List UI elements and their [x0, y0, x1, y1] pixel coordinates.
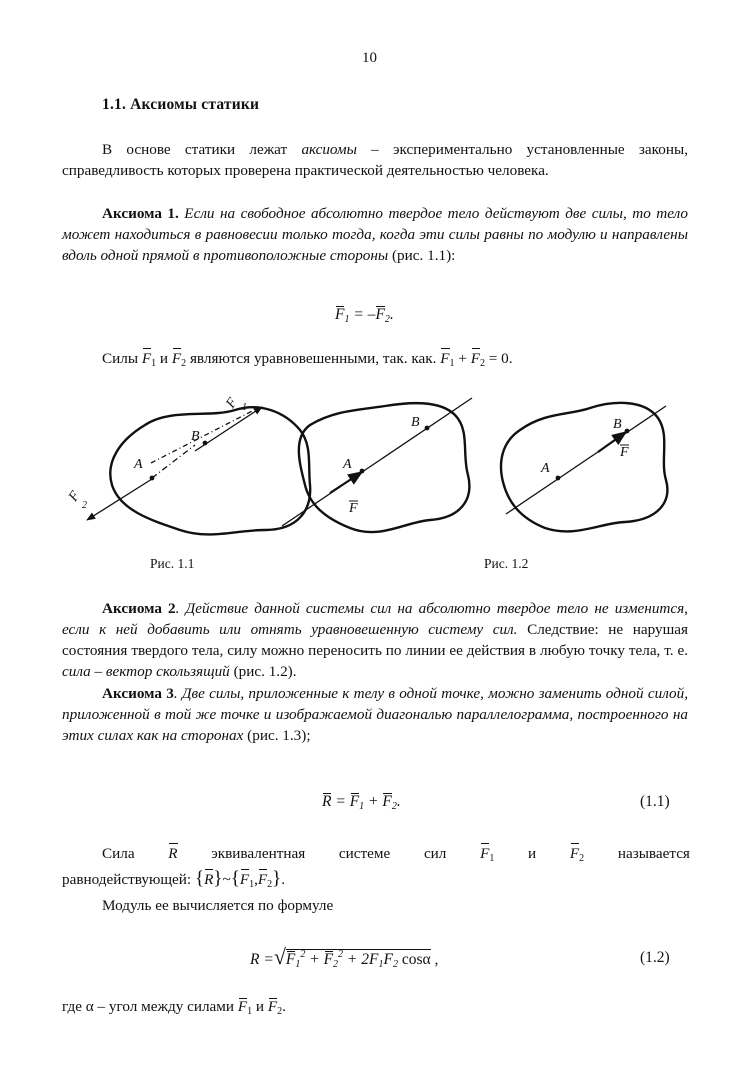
fig2a-label-A: A: [343, 457, 352, 472]
resultant-paragraph: [62, 843, 690, 890]
fig2a-label-B: B: [411, 415, 420, 430]
fig2a-point-A: [360, 469, 365, 474]
fig2b-point-B: [625, 429, 630, 434]
resultant-line-1: Сила R эквивалентная системе сил $F_1$ и $F_2$ называется: [102, 845, 690, 864]
fig1-label-B: B: [191, 429, 200, 444]
fig2b-label-A: A: [541, 461, 550, 476]
equation-1-1: $R = F_1 + F_2$.: [322, 793, 401, 812]
fig1-label-F2-sub: 2: [82, 500, 87, 511]
fig1-label-F2: F: [66, 488, 84, 505]
axiom-2-label: Аксиома 2: [102, 600, 176, 617]
figures-1-1-and-1-2: [60, 390, 690, 550]
equation-1-2-number: (1.2): [640, 949, 670, 966]
intro-paragraph: В основе статики лежат аксиомы – экспериментально установленные законы, справедливость которых проверена практической деятельностью человека.: [62, 141, 689, 179]
axiom-3-label: Аксиома 3: [102, 685, 174, 702]
fig2b-label-F: F: [620, 445, 629, 460]
axiom-2-paragraph: Аксиома 2. Действие данной системы сил на абсолютно твердое тело не изменится, если к ней добавить или отнять уравновешенную систему сил. Следствие: не нарушая состояния твердого тела, силу можно переносить по линии ее действия в любую точку тела, т. е. сила – вектор скользящий (рис. 1.2).: [62, 600, 689, 680]
figure-1-1-caption: Рис. 1.1: [150, 556, 195, 571]
fig2a-arrow-F: [330, 472, 362, 493]
axiom-1-label: Аксиома 1.: [102, 205, 179, 222]
fig1-dashed-AB: [152, 445, 195, 478]
equation-f1-minus-f2: $F_1 = -F_2$.: [335, 306, 394, 325]
fig1-point-B: [203, 441, 208, 446]
fig1-point-A: [150, 476, 155, 481]
fig1-label-A: A: [134, 457, 143, 472]
page-number: 10: [362, 50, 377, 66]
axiom-1-paragraph: Аксиома 1. Если на свободное абсолютно твердое тело действуют две силы, то тело может находиться в равновесии только тогда, когда эти силы равны по модулю и направлены вдоль одной прямой в противоположные стороны (рис. 1.1):: [62, 205, 688, 264]
modulus-line: Модуль ее вычисляется по формуле: [102, 897, 334, 914]
fig2b-point-A: [556, 476, 561, 481]
fig2a-point-B: [425, 426, 430, 431]
axiom-3-paragraph: Аксиома 3. Две силы, приложенные к телу в одной точке, можно заменить одной силой, приложенной в той же точке и изображаемой диагональю параллелограмма, построенного на этих силах как на сторонах (рис. 1.3);: [62, 685, 688, 744]
fig2b-action-line: [506, 406, 666, 514]
fig2a-body: [299, 403, 470, 532]
equation-1-1-number: (1.1): [640, 793, 670, 810]
section-heading: 1.1. Аксиомы статики: [102, 96, 260, 113]
where-line: где α – угол между силами $F_1$ и $F_2$.: [62, 998, 286, 1017]
fig2b-label-B: B: [613, 417, 622, 432]
fig2a-label-F: F: [349, 501, 358, 516]
fig1-label-F1: F: [223, 395, 241, 412]
resultant-line-2: равнодействующей: $\{R\}\sim\{F_1,F_2\}$.: [62, 868, 286, 890]
figure-1-2-caption: Рис. 1.2: [484, 556, 529, 571]
fig2a-action-line: [282, 398, 472, 526]
balanced-forces-line: Силы $F_1$ и $F_2$ являются уравновешенными, так. как. $F_1 + F_2 = 0$.: [102, 350, 513, 369]
fig1-arrow-F2: [87, 479, 152, 520]
equation-1-2: $R =√F_1^2 + F_2^2 + 2F_1F_2$ cosα ,: [250, 944, 439, 970]
fig1-label-F1-sub: 1: [242, 402, 247, 413]
